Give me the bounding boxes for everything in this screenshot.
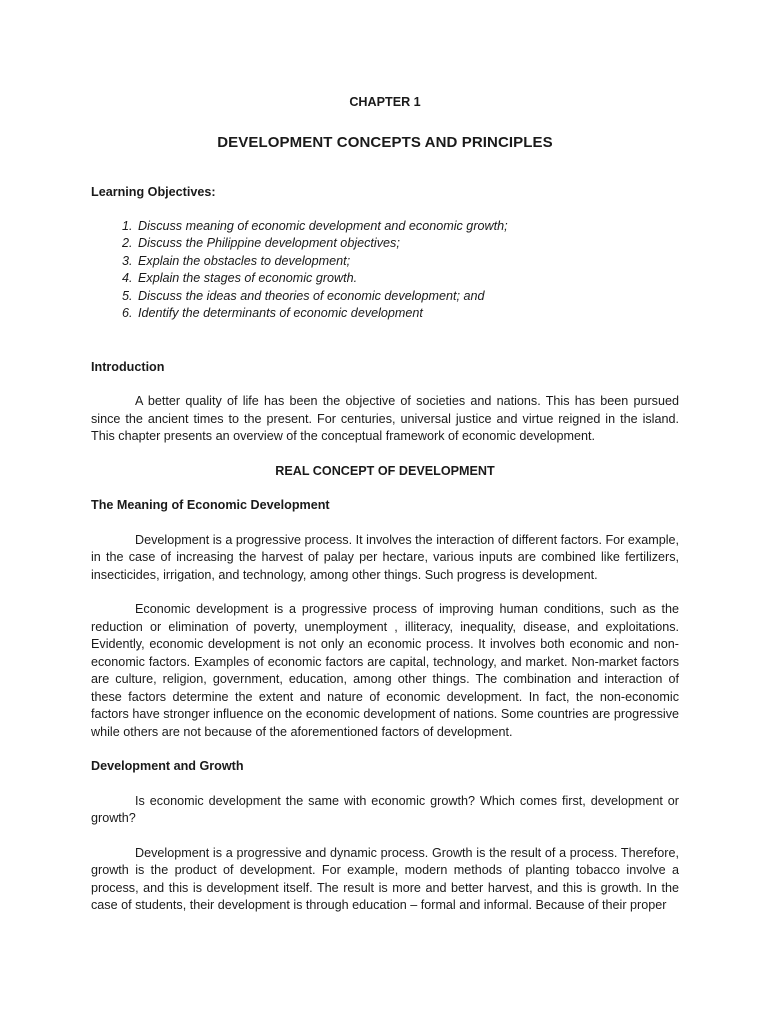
meaning-paragraph-1: Development is a progressive process. It involves the interaction of different factors. For example, in the case of increasing the harvest of palay per hectare, various inputs are combined like fertilizers, insecticides, irrigation, and technology, among other things. Such progress is development.: [91, 532, 679, 582]
document-content: [91, 94, 679, 932]
chapter-label: CHAPTER 1: [349, 95, 421, 109]
objective-item: 2. Discuss the Philippine development objectives;: [136, 235, 679, 253]
objective-item: 6. Identify the determinants of economic development: [136, 305, 679, 323]
objective-item: 1. Discuss meaning of economic development and economic growth;: [136, 218, 679, 236]
meaning-heading: The Meaning of Economic Development: [91, 498, 330, 512]
chapter-title: DEVELOPMENT CONCEPTS AND PRINCIPLES: [217, 133, 553, 151]
growth-paragraph-1: Is economic development the same with economic growth? Which comes first, development or growth?: [91, 793, 679, 825]
objective-item: 5. Discuss the ideas and theories of economic development; and: [136, 288, 679, 306]
meaning-paragraph-2: Economic development is a progressive process of improving human conditions, such as the reduction or elimination of poverty, unemployment , illiteracy, inequality, disease, and exploitations. Evidently, economic development is not only an economic process. It involves both economic and non-economic factors. Examples of economic factors are capital, technology, and market. Non-market factors are culture, religion, government, education, among other things. The combination and interaction of these factors determine the extent and nature of economic development. In fact, the non-economic factors have stronger influence on the economic development of nations. Some countries are progressive while others are not because of the aforementioned factors of development.: [91, 602, 679, 739]
objectives-label: Learning Objectives:: [91, 185, 216, 199]
objective-item: 4. Explain the stages of economic growth.: [136, 270, 679, 288]
growth-paragraph-2: Development is a progressive and dynamic process. Growth is the result of a process. Therefore, growth is the product of development. For example, modern methods of planting tobacco involve a process, and this is development itself. The result is more and better harvest, and this is growth. In the case of students, their development is through education – formal and informal. Because of their proper: [91, 845, 679, 912]
section-heading: REAL CONCEPT OF DEVELOPMENT: [275, 463, 495, 478]
objective-item: 3. Explain the obstacles to development;: [136, 253, 679, 271]
intro-heading: Introduction: [91, 359, 165, 374]
growth-heading: Development and Growth: [91, 759, 244, 773]
intro-paragraph: A better quality of life has been the objective of societies and nations. This has been pursued since the ancient times to the present. For centuries, universal justice and virtue reigned in the island. This chapter presents an overview of the conceptual framework of economic development.: [91, 394, 679, 443]
objectives-list: [91, 218, 679, 323]
